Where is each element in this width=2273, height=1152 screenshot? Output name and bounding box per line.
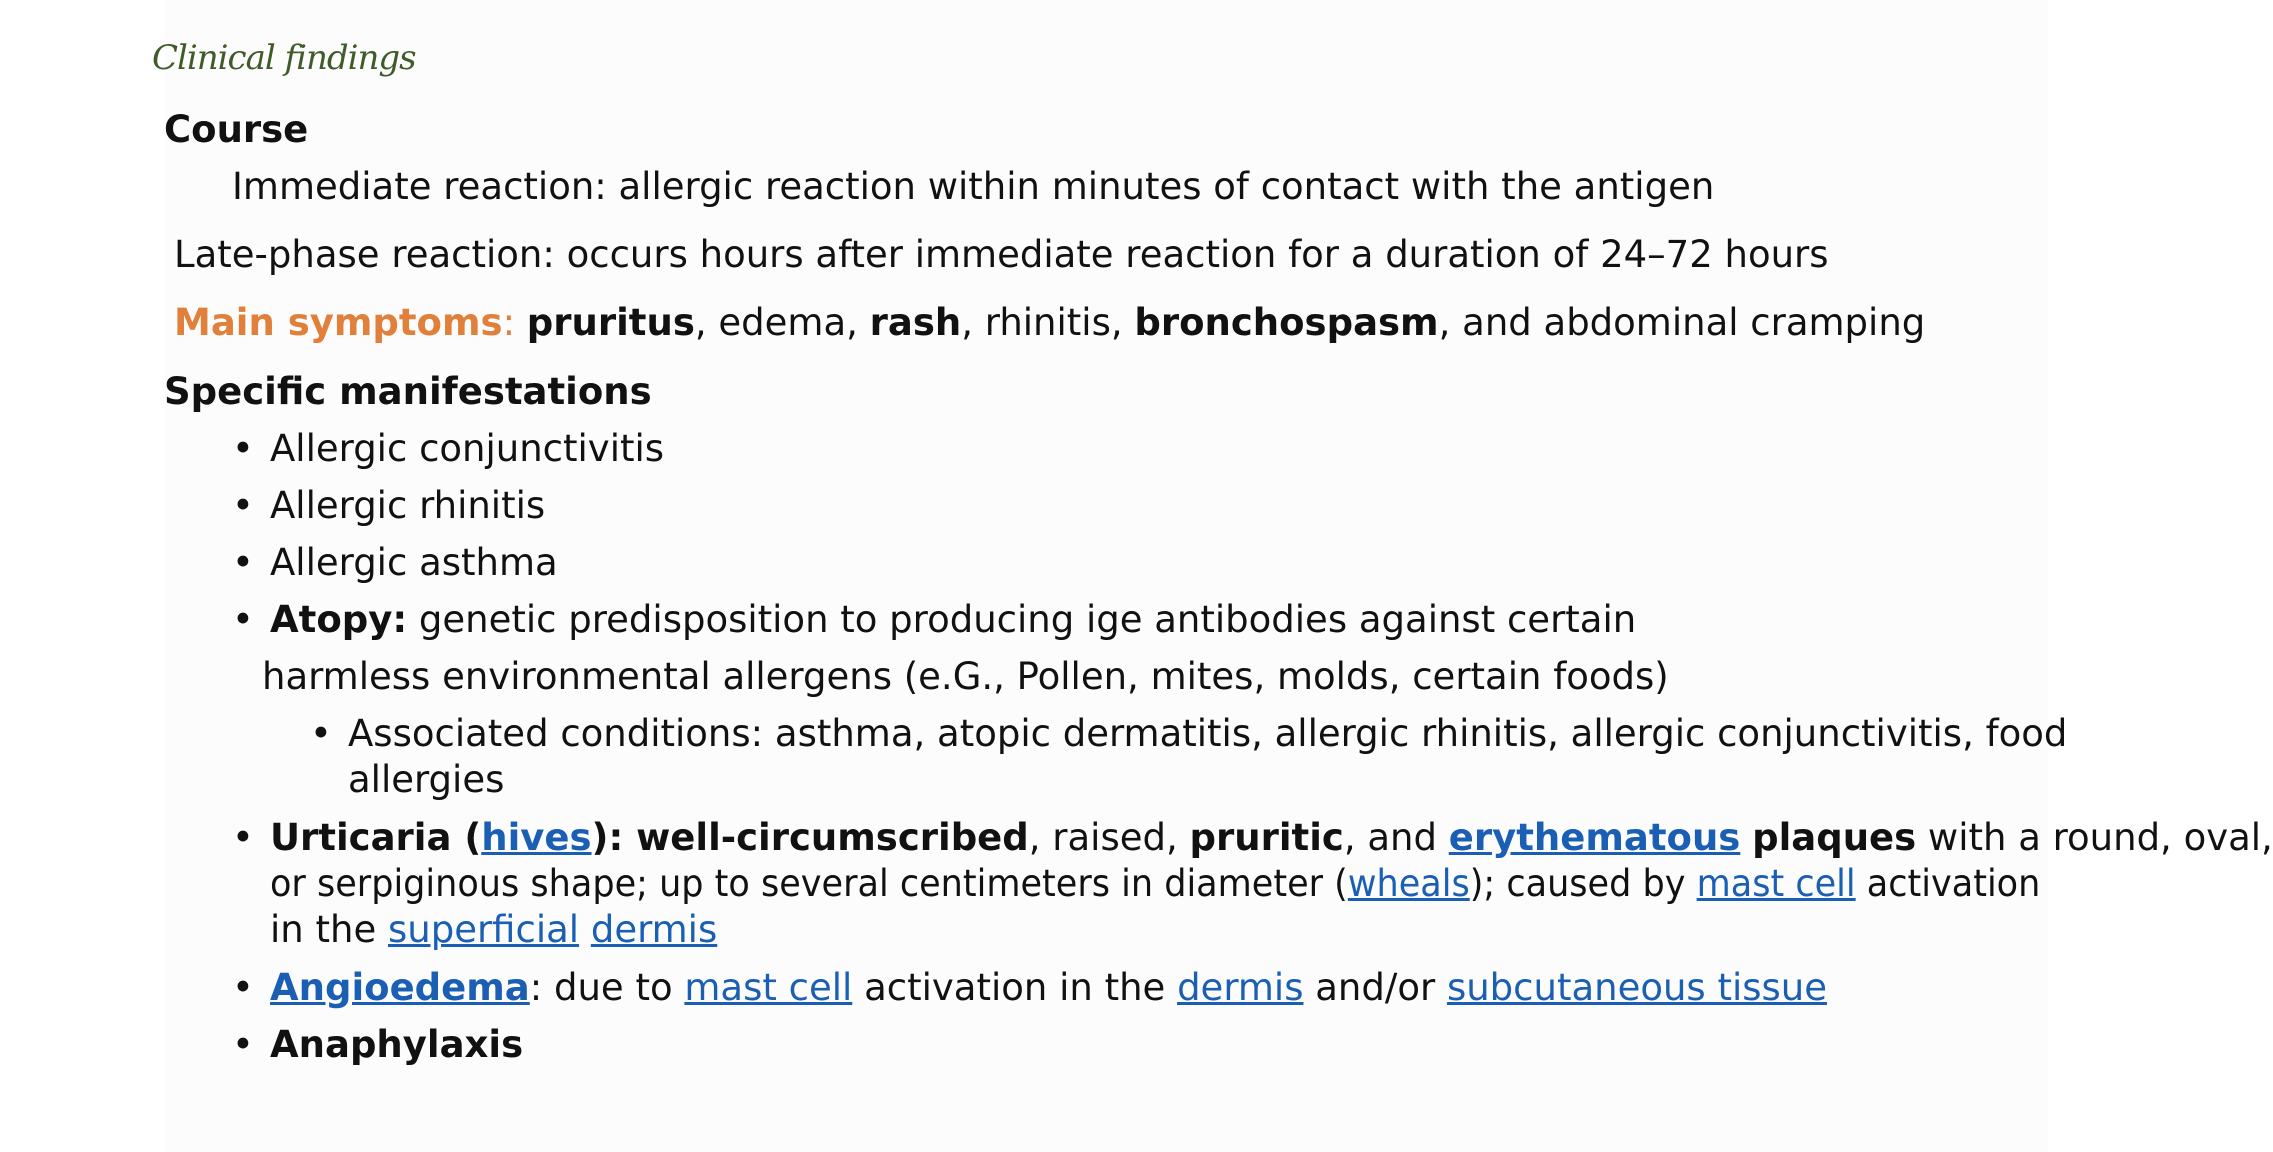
course-heading: Course [164,108,309,151]
atopy-continuation: harmless environmental allergens (e.G., Pollen, mites, molds, certain foods) [262,655,1669,698]
symptom-pruritus: pruritus [526,301,695,344]
main-symptoms-label: Main symptoms [174,301,503,344]
link-mast-cell[interactable]: mast cell [684,966,853,1009]
symptom-rash: rash [869,301,962,344]
link-dermis[interactable]: dermis [1177,966,1304,1009]
late-phase-reaction-line: Late-phase reaction: occurs hours after immediate reaction for a duration of 24–72 hours [174,233,1829,276]
immediate-reaction-line: Immediate reaction: allergic reaction within minutes of contact with the antigen [232,165,1715,208]
urticaria-line-3: in the superficial dermis [270,908,718,951]
bullet-glyph: • [232,1023,254,1066]
bullet-glyph: • [232,427,254,470]
link-dermis[interactable]: dermis [590,908,718,951]
bullet-glyph: • [232,966,254,1009]
link-angioedema[interactable]: Angioedema [270,966,530,1009]
bullet-glyph: • [232,816,254,859]
bullet-glyph: • [232,598,254,641]
bullet-glyph: • [232,541,254,584]
link-erythematous[interactable]: erythematous [1448,816,1741,859]
bullet-glyph: • [310,712,332,755]
link-subcutaneous-tissue[interactable]: subcutaneous tissue [1446,966,1828,1009]
atopy-label: Atopy: [270,598,408,641]
link-superficial[interactable]: superficial [387,908,580,951]
symptom-bronchospasm: bronchospasm [1134,301,1439,344]
urticaria-line-2: or serpiginous shape; up to several centimeters in diameter (wheals); caused by mast cell activation [270,862,2041,905]
link-wheals[interactable]: wheals [1347,862,1470,905]
manifestations-heading: Specific manifestations [164,370,652,413]
link-mast-cell[interactable]: mast cell [1696,862,1856,905]
link-hives[interactable]: hives [481,816,592,859]
main-symptoms-line: Main symptoms: pruritus, edema, rash, rhinitis, bronchospasm, and abdominal cramping [174,301,1926,344]
slide-title: Clinical findings [152,38,416,78]
bullet-glyph: • [232,484,254,527]
associated-conditions-continuation: allergies [348,758,505,801]
